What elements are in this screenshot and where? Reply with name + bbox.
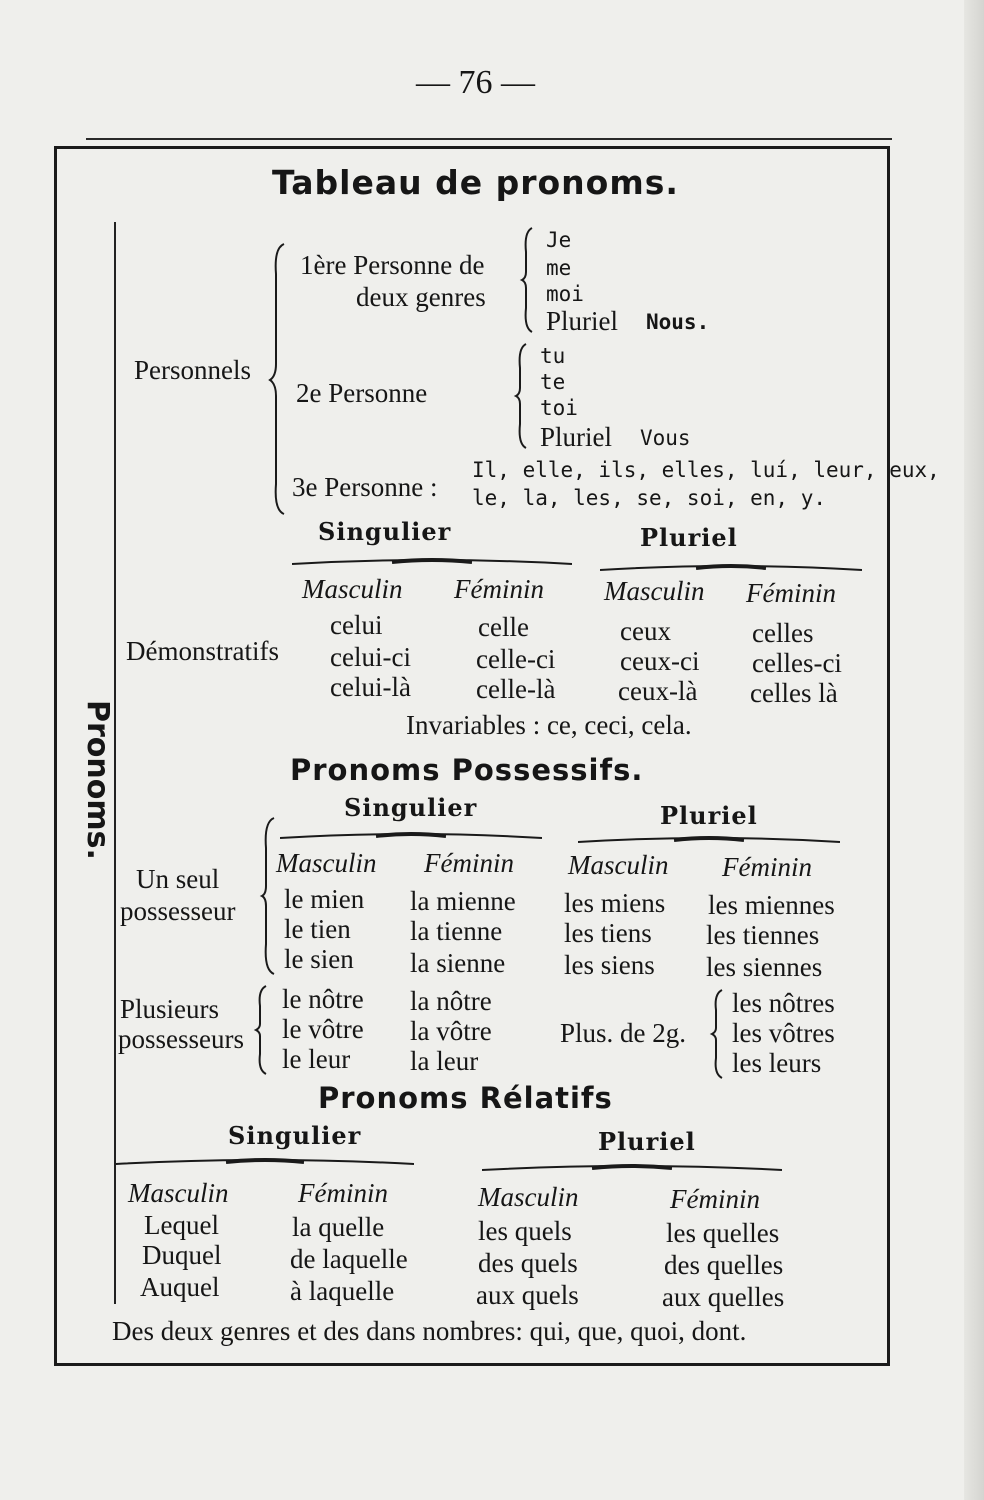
p2-brace	[516, 344, 528, 448]
poss-cell: la mienne	[410, 886, 516, 916]
p1-form-moi: moi	[546, 282, 584, 306]
rel-cell: Lequel	[144, 1210, 219, 1240]
p2-form-tu: tu	[540, 344, 566, 368]
poss-cell: le leur	[282, 1044, 351, 1074]
poss-seul-brace	[262, 818, 276, 974]
demo-cell: celui-là	[330, 672, 411, 702]
rel-pluriel-heading: Pluriel	[598, 1127, 696, 1156]
poss-plus-form: les leurs	[732, 1048, 822, 1078]
p2-plural: Vous	[640, 426, 691, 450]
rel-cell: à laquelle	[290, 1276, 395, 1306]
poss-plusieurs-label-b: possesseurs	[118, 1024, 244, 1054]
p2-form-te: te	[540, 370, 566, 394]
demo-cell: celle-ci	[476, 644, 556, 674]
poss-cell: les miennes	[708, 890, 835, 920]
personnels-label: Personnels	[134, 355, 251, 385]
rel-cell: les quels	[478, 1216, 572, 1246]
demo-cell: ceux-là	[618, 676, 698, 706]
possessifs-title: Pronoms Possessifs.	[290, 753, 644, 787]
demo-header-masc-sing: Masculin	[302, 574, 403, 604]
demo-cell: ceux-ci	[620, 646, 700, 676]
poss-plus-label: Plus. de 2g.	[560, 1018, 687, 1048]
demo-singulier-swash	[292, 556, 572, 568]
demo-cell: ceux	[620, 616, 671, 646]
demo-header-fem-sing: Féminin	[454, 574, 544, 604]
poss-cell: le nôtre	[282, 984, 364, 1014]
poss-cell: les siennes	[706, 952, 823, 982]
demo-pluriel-swash	[600, 562, 862, 574]
poss-seul-label-a: Un seul	[136, 864, 220, 894]
p2-label: 2e Personne	[296, 378, 428, 408]
p1-brace	[522, 228, 534, 332]
relatifs-footer: Des deux genres et des dans nombres: qui, que, quoi, dont.	[112, 1316, 747, 1346]
page-number: — 76 —	[416, 64, 535, 101]
demo-cell: celles	[752, 618, 814, 648]
demo-cell: celles-ci	[752, 648, 842, 678]
p1-form-me: me	[546, 256, 572, 280]
poss-cell: la leur	[410, 1046, 479, 1076]
poss-pluriel-heading: Pluriel	[660, 801, 758, 830]
rel-cell: Duquel	[142, 1240, 222, 1270]
rel-header-fem-sing: Féminin	[298, 1178, 388, 1208]
personnels-brace	[270, 244, 286, 514]
poss-header-fem-sing: Féminin	[424, 848, 514, 878]
rel-header-masc-sing: Masculin	[128, 1178, 229, 1208]
poss-cell: le tien	[284, 914, 351, 944]
rel-cell: Auquel	[140, 1272, 220, 1302]
demo-header-masc-plur: Masculin	[604, 576, 705, 606]
demo-cell: celles là	[750, 678, 838, 708]
p2-form-toi: toi	[540, 396, 578, 420]
poss-header-masc-plur: Masculin	[568, 850, 669, 880]
p2-plural-prefix: Pluriel	[540, 422, 612, 452]
rel-header-masc-plur: Masculin	[478, 1182, 579, 1212]
rel-pluriel-swash	[482, 1162, 782, 1174]
demonstratifs-label: Démonstratifs	[126, 636, 279, 666]
rel-cell: les quelles	[666, 1218, 780, 1248]
rel-cell: des quelles	[664, 1250, 784, 1280]
poss-cell: la nôtre	[410, 986, 492, 1016]
poss-cell: le mien	[284, 884, 365, 914]
poss-cell: les miens	[564, 888, 666, 918]
demo-invariables: Invariables : ce, ceci, cela.	[406, 710, 692, 740]
poss-cell: la vôtre	[410, 1016, 492, 1046]
poss-plusieurs-label-a: Plusieurs	[120, 994, 220, 1024]
demo-cell: celui-ci	[330, 642, 411, 672]
poss-plus-brace	[712, 990, 724, 1078]
relatifs-title: Pronoms Rélatifs	[318, 1081, 613, 1115]
demo-cell: celui	[330, 610, 383, 640]
p3-line1: Il, elle, ils, elles, luí, leur, eux,	[472, 458, 940, 482]
p1-plural-prefix: Pluriel	[546, 306, 618, 336]
p1-label-a: 1ère Personne de	[300, 250, 485, 280]
rel-header-fem-plur: Féminin	[670, 1184, 760, 1214]
demo-singulier-heading: Singulier	[318, 517, 452, 546]
rel-singulier-heading: Singulier	[228, 1121, 362, 1150]
poss-plus-form: les vôtres	[732, 1018, 835, 1048]
page-title: Tableau de pronoms.	[272, 163, 679, 202]
rel-singulier-swash	[116, 1156, 414, 1168]
poss-cell: les tiennes	[706, 920, 820, 950]
frame-inner-rule	[86, 138, 892, 144]
poss-plusieurs-brace	[256, 986, 268, 1074]
poss-singulier-swash	[280, 830, 542, 842]
p1-form-je: Je	[546, 228, 572, 252]
demo-pluriel-heading: Pluriel	[640, 523, 738, 552]
demo-cell: celle	[478, 612, 529, 642]
poss-header-fem-plur: Féminin	[722, 852, 812, 882]
poss-cell: les tiens	[564, 918, 652, 948]
side-label-pronoms: Pronoms.	[80, 700, 115, 860]
poss-cell: la sienne	[410, 948, 506, 978]
page-edge	[964, 0, 984, 1500]
poss-cell: la tienne	[410, 916, 503, 946]
poss-pluriel-swash	[578, 834, 840, 846]
p1-label-b: deux genres	[356, 282, 486, 312]
poss-plus-form: les nôtres	[732, 988, 835, 1018]
rel-cell: de laquelle	[290, 1244, 408, 1274]
rel-cell: la quelle	[292, 1212, 385, 1242]
poss-header-masc-sing: Masculin	[276, 848, 377, 878]
p1-plural: Nous.	[646, 310, 710, 334]
rel-cell: aux quels	[476, 1280, 579, 1310]
poss-cell: le vôtre	[282, 1014, 364, 1044]
rel-cell: des quels	[478, 1248, 578, 1278]
poss-seul-label-b: possesseur	[120, 896, 236, 926]
demo-header-fem-plur: Féminin	[746, 578, 836, 608]
demo-cell: celle-là	[476, 674, 556, 704]
poss-cell: les siens	[564, 950, 655, 980]
rel-cell: aux quelles	[662, 1282, 785, 1312]
p3-label: 3e Personne :	[292, 472, 438, 502]
poss-cell: le sien	[284, 944, 354, 974]
poss-singulier-heading: Singulier	[344, 793, 478, 822]
p3-line2: le, la, les, se, soi, en, y.	[472, 486, 827, 510]
